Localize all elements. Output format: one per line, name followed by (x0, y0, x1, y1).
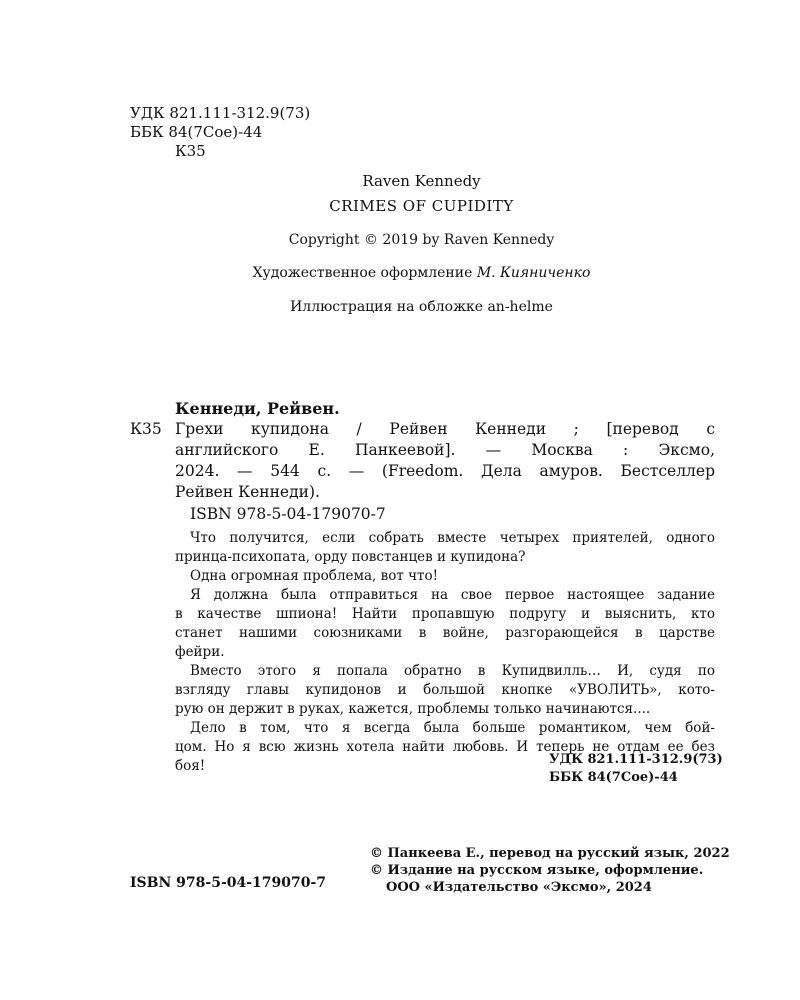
design-credit (0, 264, 800, 283)
copyright-publisher: ООО «Издательство «Эксмо», 2024 (386, 880, 652, 895)
annotation-line: Одна огромная проблема, вот что! (190, 568, 439, 584)
catalog-line: Грехи купидона / Рейвен Кеннеди ; [перевод с (175, 420, 715, 438)
design-credit-label: Художественное оформление (252, 265, 473, 281)
catalog-description (175, 419, 715, 503)
annotation-line: станет нашими союзниками в войне, разгорающейся в царстве (175, 625, 715, 641)
udk-code: УДК 821.111-312.9(73) (130, 104, 311, 122)
design-credit-person: М. Кияниченко (476, 265, 591, 281)
footer-bbk-code: ББК 84(7Сое)-44 (549, 770, 678, 785)
catalog-line: Рейвен Кеннеди). (175, 483, 320, 501)
original-title: CRIMES OF CUPIDITY (329, 197, 514, 215)
annotation-line: в качестве шпиона! Найти пропавшую подругу и выяснить, кто (175, 606, 715, 622)
annotation-line: Я должна была отправиться на свое первое настоящее задание (190, 587, 715, 603)
illustration-credit: Иллюстрация на обложке an-helme (290, 299, 553, 315)
annotation-line: цом. Но я всю жизнь хотела найти любовь. И теперь не отдам ее без (175, 739, 715, 755)
copyright-edition: © Издание на русском языке, оформление. (370, 863, 704, 878)
original-copyright: Copyright © 2019 by Raven Kennedy (288, 232, 555, 248)
footer-udk-code: УДК 821.111-312.9(73) (549, 752, 723, 767)
annotation-line: принца-психопата, орду повстанцев и купидона? (175, 549, 526, 565)
annotation-line: Что получится, если собрать вместе четырех приятелей, одного (190, 530, 715, 546)
author-mark: К35 (175, 142, 206, 160)
catalog-line: английского Е. Панкеевой]. — Москва : Эксмо, (175, 441, 715, 459)
original-author: Raven Kennedy (362, 172, 481, 190)
bottom-isbn: ISBN 978-5-04-179070-7 (130, 875, 327, 891)
annotation-line: Вместо этого я попала обратно в Купидвилль… И, судя по (190, 663, 715, 679)
catalog-heading: Кеннеди, Рейвен. (175, 399, 340, 418)
catalog-mark: К35 (130, 420, 162, 438)
annotation-line: взгляду главы купидонов и большой кнопке «УВОЛИТЬ», кото- (175, 682, 715, 698)
catalog-isbn: ISBN 978-5-04-179070-7 (190, 505, 386, 523)
annotation-line: Дело в том, что я всегда была больше романтиком, чем бой- (190, 720, 715, 736)
copyright-translation: © Панкеева Е., перевод на русский язык, 2022 (370, 846, 730, 861)
bbk-code: ББК 84(7Сое)-44 (130, 123, 263, 141)
catalog-line: 2024. — 544 с. — (Freedom. Дела амуров. Бестселлер (175, 462, 715, 480)
annotation-line: рую он держит в руках, кажется, проблемы только начинаются.... (175, 701, 651, 717)
annotation (175, 529, 715, 776)
annotation-line: фейри. (175, 644, 225, 660)
annotation-line: боя! (175, 758, 206, 774)
